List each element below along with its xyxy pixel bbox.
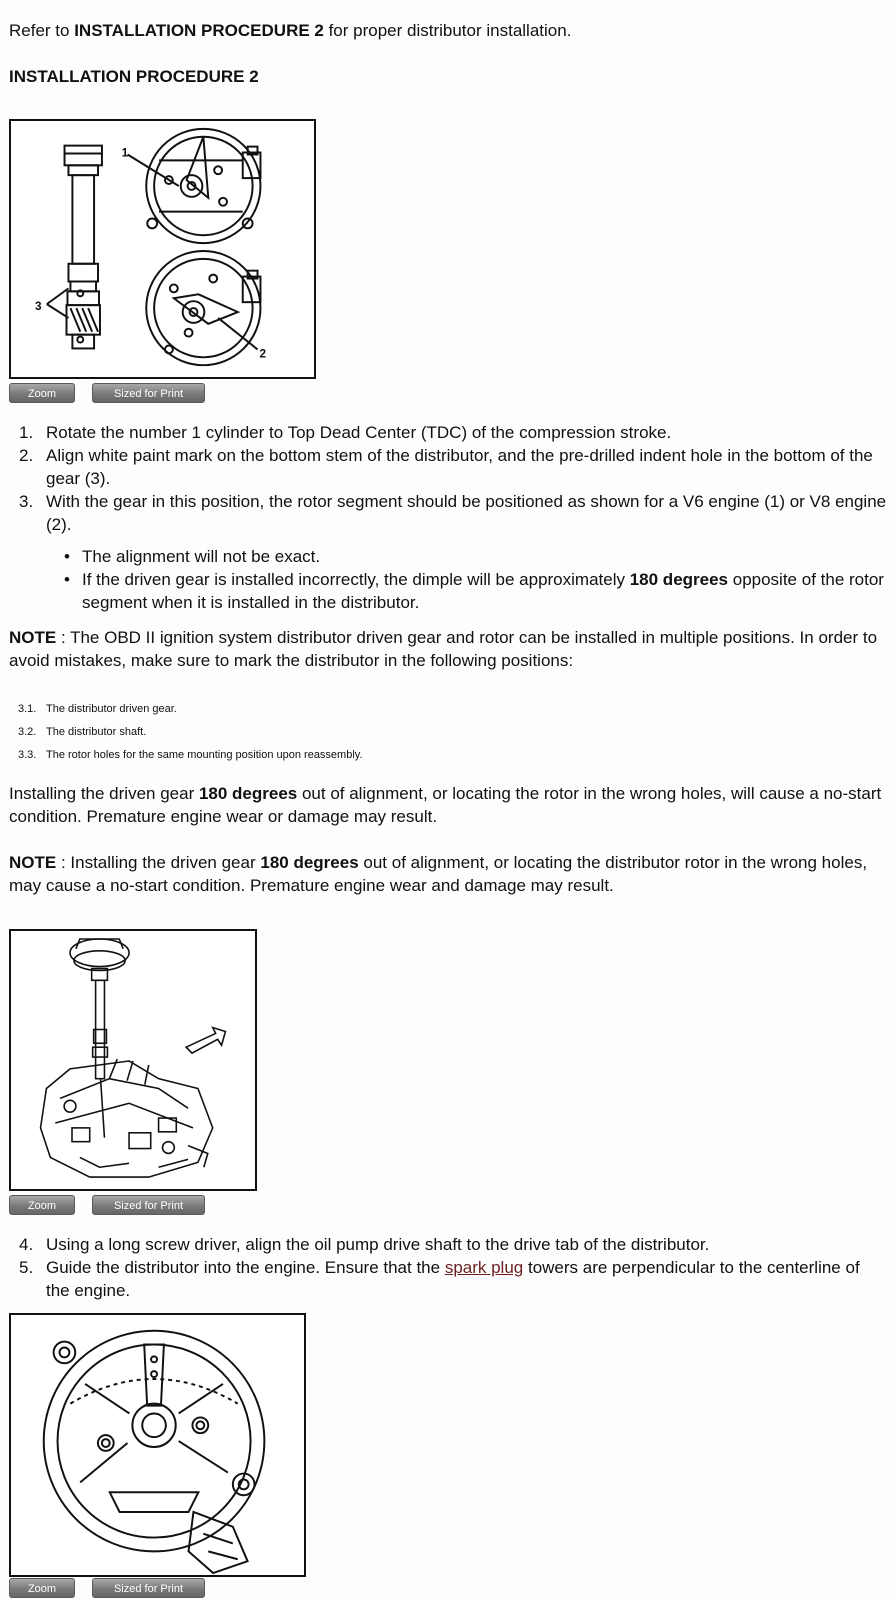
callout-3: 3 [34,299,42,314]
section-heading: INSTALLATION PROCEDURE 2 [9,67,259,86]
sized-for-print-button[interactable]: Sized for Print [92,1578,205,1598]
warning-bold: 180 degrees [198,784,298,803]
note-bold: 180 degrees [260,853,359,872]
step-number: 5. [19,1258,34,1277]
bullet-text-bold: 180 degrees [629,570,729,589]
note-label: NOTE [9,628,57,647]
sized-for-print-button[interactable]: Sized for Print [92,383,205,403]
warning-pre: Installing the driven gear [9,784,199,803]
callout-2: 2 [259,346,267,361]
step-text-post: towers are perpendicular to the centerline of the engine. [46,1258,860,1300]
step-number: 4. [19,1235,34,1254]
substep-item [9,721,609,744]
step-item [9,1233,887,1256]
zoom-button[interactable]: Zoom [9,383,75,403]
step-number: 2. [19,446,34,465]
substep-item [9,744,609,767]
step-number: 3. [19,492,34,511]
distributor-top-view-illustration [11,1315,304,1575]
steps-list-a [9,421,887,536]
spark-plug-link[interactable]: spark plug [444,1258,524,1277]
note-text: : The OBD II ignition system distributor driven gear and rotor can be installed in multiple positions. In order to avoid mistakes, make sure to mark the distributor in the following positions: [9,628,878,670]
step-text-pre: Guide the distributor into the engine. Ensure that the [46,1258,445,1277]
step-item [9,1256,887,1302]
sized-for-print-button[interactable]: Sized for Print [92,1195,205,1215]
substep-text: The distributor driven gear. [46,703,177,715]
step-text: Rotate the number 1 cylinder to Top Dead Center (TDC) of the compression stroke. [46,423,672,442]
callout-1: 1 [121,145,129,160]
distributor-engine-illustration [11,931,255,1189]
bullet-text-pre: If the driven gear is installed incorrectly, the dimple will be approximately [82,570,630,589]
zoom-button[interactable]: Zoom [9,1578,75,1598]
note-pre: : Installing the driven gear [56,853,261,872]
substep-number: 3.2. [18,726,37,738]
step-item [9,490,887,536]
intro-pre: Refer to [9,21,75,40]
step-item [9,444,887,490]
steps-list-b [9,1233,887,1302]
substep-text: The rotor holes for the same mounting position upon reassembly. [46,749,363,761]
note-paragraph [9,626,887,672]
step-number: 1. [19,423,34,442]
substep-number: 3.1. [18,703,37,715]
warning-post: out of alignment, or locating the rotor in the wrong holes, will cause a no-start condition. Premature engine wear or damage may result. [9,784,882,826]
step-text: Align white paint mark on the bottom stem of the distributor, and the pre-drilled indent hole in the bottom of the gear (3). [46,446,873,488]
substep-item [9,698,609,721]
note-post: out of alignment, or locating the distributor rotor in the wrong holes, may cause a no-start condition. Premature engine wear and damage may result. [9,853,868,895]
substep-number: 3.3. [18,749,37,761]
step-text: With the gear in this position, the rotor segment should be positioned as shown for a V6 engine (1) or V8 engine (2). [46,492,887,534]
bullet-list [9,545,887,614]
figure-distributor-engine[interactable] [9,929,257,1191]
figure-distributor-rotor[interactable] [9,119,316,379]
bullet-item: • The alignment will not be exact. [9,545,887,568]
intro-text [9,19,887,42]
note-paragraph-2 [9,851,887,897]
figure-distributor-top-view[interactable] [9,1313,306,1577]
intro-bold: INSTALLATION PROCEDURE 2 [74,21,324,40]
warning-paragraph [9,782,887,828]
zoom-button[interactable]: Zoom [9,1195,75,1215]
bullet-text-post: opposite of the rotor segment when it is installed in the distributor. [82,570,884,612]
step-item [9,421,887,444]
distributor-rotor-illustration [11,121,314,377]
intro-post: for proper distributor installation. [323,21,572,40]
step-text: Using a long screw driver, align the oil pump drive shaft to the drive tab of the distributor. [46,1235,710,1254]
note-label: NOTE [9,853,57,872]
substep-text: The distributor shaft. [46,726,147,738]
bullet-item [9,568,887,614]
